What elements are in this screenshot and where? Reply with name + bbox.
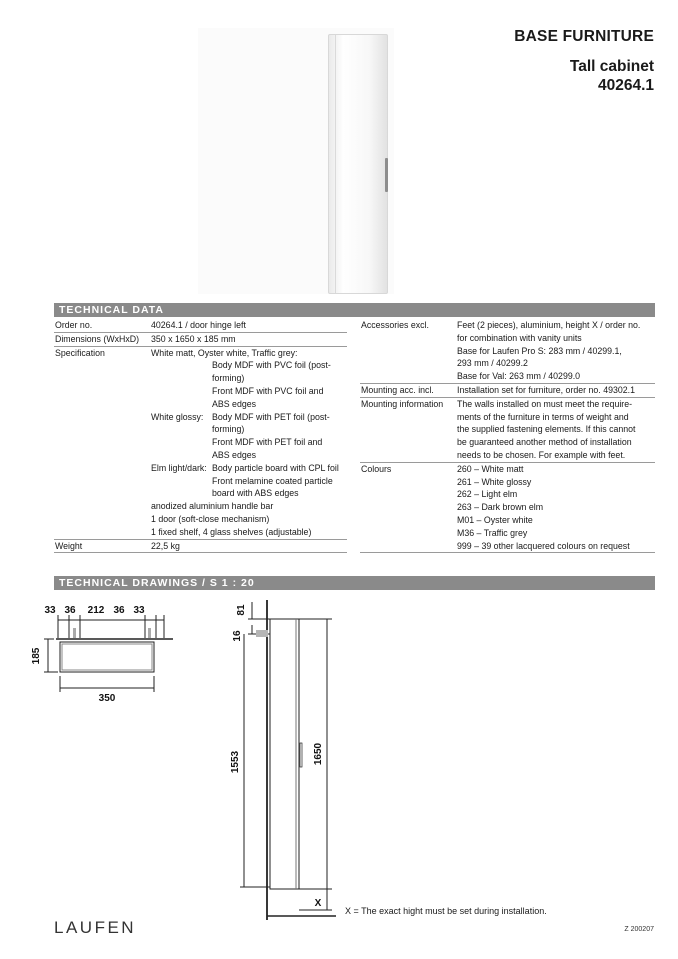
mounting-info-line: needs to be chosen. For example with feet.: [457, 449, 626, 460]
specification-label: Specification: [55, 347, 105, 358]
technical-data-bar: TECHNICAL DATA: [54, 303, 655, 317]
accessories-line: for combination with vanity units: [457, 332, 582, 343]
mounting-info-line: The walls installed on must meet the require-: [457, 398, 633, 409]
spec-line: Body MDF with PVC foil (post-: [212, 360, 331, 371]
handle-outline: [300, 743, 302, 767]
mounting-info-line: ments of the furniture in terms of weight and: [457, 411, 629, 422]
order-no-row: [54, 319, 347, 333]
spec-line: Front melamine coated particle: [212, 475, 333, 486]
spec-elm: [151, 462, 347, 500]
spec-line: Body MDF with PET foil (post-: [212, 411, 330, 422]
spec-line: forming): [212, 373, 245, 384]
dim-212: 212: [87, 605, 105, 616]
technical-data-right: [360, 319, 655, 553]
spec-line: forming): [212, 424, 245, 435]
accessories-line: 293 mm / 40299.2: [457, 358, 528, 369]
dim-16: 16: [232, 630, 243, 642]
mounting-info-line: be guaranteed another method of installation: [457, 437, 632, 448]
specification-value: [151, 347, 347, 539]
weight-row: [54, 540, 347, 554]
dim-350: 350: [98, 693, 116, 704]
product-title: Tall cabinet: [569, 58, 654, 75]
accessories-line: Feet (2 pieces), aluminium, height X / order no.: [457, 320, 641, 330]
colour-item: M01 – Oyster white: [457, 514, 533, 525]
dim-36-left: 36: [64, 605, 76, 616]
spec-glossy: [151, 411, 347, 462]
top-view-drawing: [28, 598, 198, 708]
dim-33-right: 33: [133, 605, 145, 616]
mounting-incl-row: [360, 384, 655, 398]
dimensions-row: [54, 333, 347, 347]
weight-label: Weight: [55, 540, 83, 551]
dim-81: 81: [236, 604, 247, 616]
mounting-info-line: the supplied fastening elements. If this cannot: [457, 424, 636, 435]
mounting-incl-value: Installation set for furniture, order no. 49302.1: [457, 384, 635, 395]
mounting-incl-label: Mounting acc. incl.: [361, 384, 434, 395]
cabinet-handle-image: [385, 158, 388, 192]
dim-1650: 1650: [313, 742, 324, 766]
colour-item: 263 – Dark brown elm: [457, 502, 544, 513]
accessories-line: Base for Laufen Pro S: 283 mm / 40299.1,: [457, 345, 622, 356]
spec-glossy-label: White glossy:: [151, 411, 204, 422]
accessories-label: Accessories excl.: [361, 320, 429, 330]
colour-item: 999 – 39 other lacquered colours on request: [457, 540, 630, 551]
spec-line: Front MDF with PET foil and: [212, 437, 323, 448]
dimensions-value: 350 x 1650 x 185 mm: [151, 333, 236, 344]
spec-line: 1 door (soft-close mechanism): [151, 513, 270, 524]
spec-elm-label: Elm light/dark:: [151, 462, 207, 473]
spec-line: anodized aluminium handle bar: [151, 501, 274, 512]
dimensions-label: Dimensions (WxHxD): [55, 333, 140, 344]
dim-1553: 1553: [230, 750, 241, 774]
spec-line: board with ABS edges: [212, 488, 299, 499]
mounting-info-label: Mounting information: [361, 398, 444, 409]
dim-185: 185: [31, 647, 42, 665]
spec-line: 1 fixed shelf, 4 glass shelves (adjustable): [151, 526, 312, 537]
colour-item: 260 – White matt: [457, 463, 524, 474]
laufen-logo: LAUFEN: [54, 918, 137, 937]
spec-line: Front MDF with PVC foil and: [212, 385, 324, 396]
document-ref: Z 200207: [624, 926, 654, 933]
colour-item: 262 – Light elm: [457, 489, 518, 500]
colours-label: Colours: [361, 463, 392, 474]
spec-line: Body particle board with CPL foil: [212, 462, 339, 473]
accessories-line: Base for Val: 263 mm / 40299.0: [457, 371, 581, 382]
spec-line: ABS edges: [212, 449, 257, 460]
dim-36-right: 36: [113, 605, 125, 616]
cabinet-image: [328, 34, 388, 294]
order-no-value: 40264.1 / door hinge left: [151, 320, 246, 330]
dim-33-left: 33: [44, 605, 56, 616]
dim-x: X: [314, 898, 322, 909]
header-block: [514, 28, 654, 95]
product-code: 40264.1: [597, 77, 654, 94]
mounting-info-row: [360, 398, 655, 463]
colour-item: 261 – White glossy: [457, 476, 532, 487]
spec-line: ABS edges: [212, 398, 257, 409]
specification-row: [54, 347, 347, 540]
drawing-note: X = The exact hight must be set during installation.: [345, 906, 547, 916]
colours-row: [360, 463, 655, 554]
order-no-label: Order no.: [55, 320, 93, 330]
spec-matt: [151, 359, 347, 410]
weight-value: 22,5 kg: [151, 540, 180, 551]
category-title: BASE FURNITURE: [514, 28, 654, 45]
technical-drawings-bar: TECHNICAL DRAWINGS / S 1 : 20: [54, 576, 655, 590]
spec-intro: White matt, Oyster white, Traffic grey:: [151, 347, 298, 358]
side-view-drawing: [226, 598, 346, 920]
technical-data-left: [54, 319, 347, 553]
accessories-row: [360, 319, 655, 384]
colour-item: M36 – Traffic grey: [457, 527, 528, 538]
